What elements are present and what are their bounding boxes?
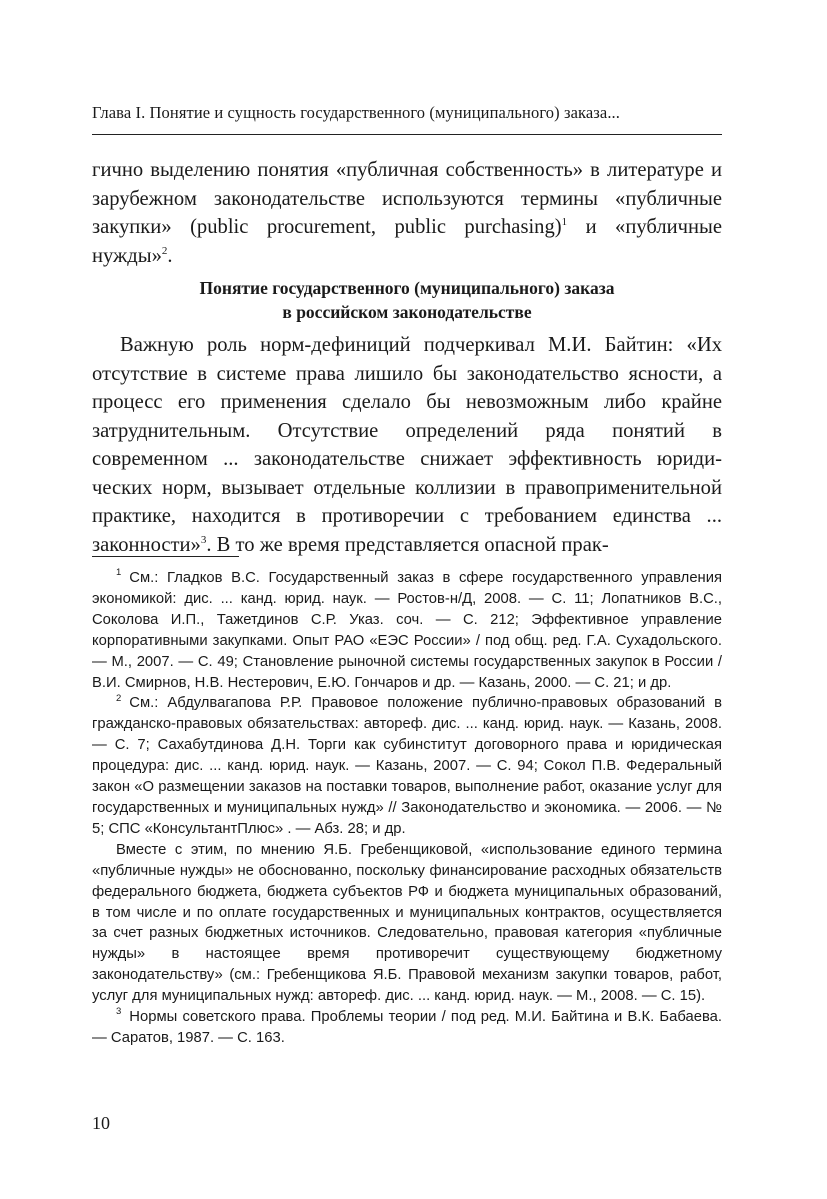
- paragraph-text: Важную роль норм-дефиниций подчеркивал М.И. Байтин: «Их отсутствие в системе права лишило бы законодательство ясности, а процесс его применения сделало бы невозможным либо крайне затруднительным. Отсутствие определений ряда понятий в современном ... законодательстве снижает эффективность юридических норм, вызывает отдельные коллизии в правоприменительной практике, находится в противоречии с требованием единства ... законности»: [92, 334, 722, 556]
- footnote-marker: 3: [116, 1006, 122, 1018]
- section-heading-line: в российском законодательстве: [282, 302, 532, 322]
- footnote-ref-3[interactable]: 3: [200, 533, 207, 546]
- footnote-3: [92, 1007, 722, 1049]
- paragraph-continuation: [92, 156, 722, 270]
- footnote-ref-2[interactable]: 2: [161, 244, 168, 257]
- paragraph-baitin: [92, 331, 722, 559]
- footnote-1: [92, 568, 722, 693]
- footnote-2: [92, 693, 722, 839]
- footnote-text: См.: Абдулвагапова Р.Р. Правовое положение публично-правовых образований в гражданско-правовых обязательствах: автореф. дис. ... канд. юрид. наук. — Казань, 2008. — С. 7; Сахабутдинова Д.Н. Торги как субинститут договорного права и юридическая процедура: дис. ... канд. юрид. наук. — Казань, 2007. — С. 94; Сокол П.В. Федеральный закон «О размещении заказов на поставки товаров, выполнение работ, оказание услуг для государственных и муниципальных нужд» // Законодательство и экономика. — 2006. — № 5; СПС «КонсультантПлюс» . — Абз. 28; и др.: [92, 695, 722, 837]
- footnote-marker: 2: [116, 692, 122, 704]
- paragraph-text: гично выделению понятия «публичная собственность» в литературе и зарубежном законодательстве используются термины «публичные закупки» (public procurement, public purchasing): [92, 159, 722, 238]
- footnote-text: Вместе с этим, по мнению Я.Б. Гребенщиковой, «использование единого термина «публичные нужды» не обоснованно, поскольку финансирование расходных обязательств федерального бюджета, бюджета субъектов РФ и бюджета муниципальных образований, в том числе и по оплате государственных и муниципальных контрактов, осуществляется за счет разных бюджетных источников. Следовательно, правовая категория «публичные нужды» в настоящее время противоречит существующему бюджетному законодательству» (см.: Гребенщикова Я.Б. Правовой механизм закупки товаров, работ, услуг для муниципальных нужд: автореф. дис. ... канд. юрид. наук. — М., 2008. — С. 15).: [92, 841, 722, 1005]
- header-divider: [92, 134, 722, 135]
- paragraph-text: и «публичные нужды»: [92, 216, 723, 267]
- paragraph-text: . В то же время представляется опасной прак-: [206, 533, 609, 556]
- section-heading: [92, 276, 722, 324]
- footnote-text: См.: Гладков В.С. Государственный заказ в сфере государственного управления экономикой: дис. ... канд. юрид. наук. — Ростов-н/Д, 2008. — С. 11; Лопатников В.С., Соколова И.П., Тажетдинов С.Р. Указ. соч. — С. 212; Эффективное управление корпоративными закупками. Опыт РАО «ЕЭС России» / под общ. ред. Г.А. Сухадольского. — М., 2007. — С. 49; Становление рыночной системы государственных закупок в России / В.И. Смирнов, Н.В. Нестерович, Е.Ю. Гончаров и др. — Казань, 2000. — С. 21; и др.: [92, 570, 722, 691]
- footnote-divider: [92, 556, 239, 557]
- footnote-2-continuation: [92, 840, 722, 1007]
- running-header: Глава I. Понятие и сущность государственного (муниципального) заказа...: [92, 103, 621, 122]
- section-heading-line: Понятие государственного (муниципального) заказа: [199, 278, 615, 298]
- page-number: 10: [92, 1113, 110, 1133]
- footnote-text: Нормы советского права. Проблемы теории / под ред. М.И. Байтина и В.К. Бабаева. — Саратов, 1987. — С. 163.: [92, 1009, 722, 1046]
- paragraph-text: .: [167, 244, 173, 267]
- footnote-marker: 1: [116, 567, 122, 579]
- footnote-ref-1[interactable]: 1: [561, 216, 568, 229]
- footnotes: [92, 568, 722, 1049]
